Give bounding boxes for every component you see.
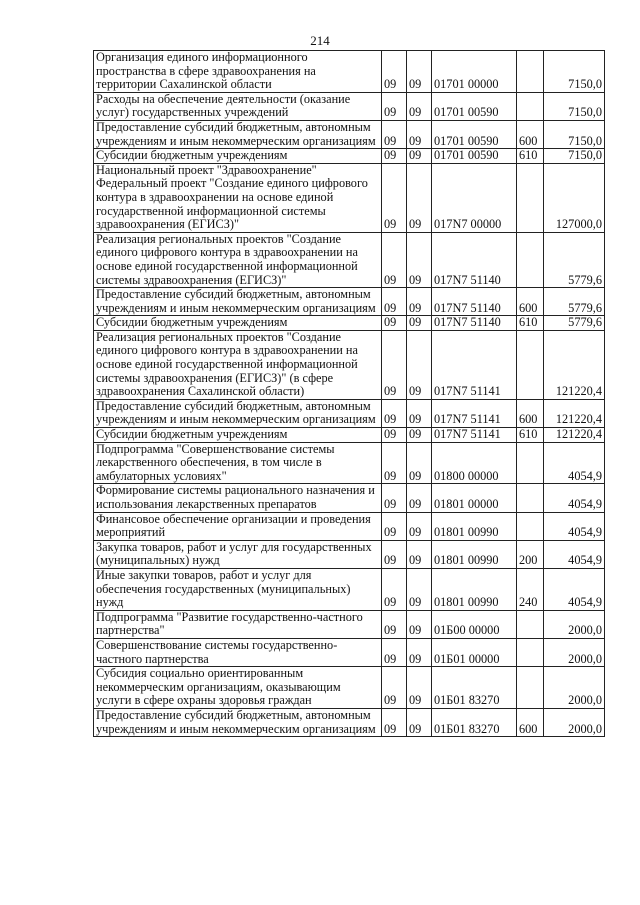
row-amount-cell: 2000,0 — [544, 610, 605, 638]
row-subsection-cell: 09 — [407, 484, 432, 512]
row-amount-cell: 4054,9 — [544, 512, 605, 540]
row-name-cell: Финансовое обеспечение организации и проведения мероприятий — [94, 512, 382, 540]
table-row — [94, 442, 605, 484]
row-amount-cell: 7150,0 — [544, 51, 605, 93]
row-amount-cell: 121220,4 — [544, 428, 605, 443]
row-amount-cell: 7150,0 — [544, 120, 605, 148]
row-name-cell: Реализация региональных проектов "Создание единого цифрового контура в здравоохранении на основе единой государственной информационной системы здравоохранения (ЕГИСЗ)" — [94, 232, 382, 287]
row-target-article-cell: 01701 00000 — [432, 51, 517, 93]
row-subsection-cell: 09 — [407, 442, 432, 484]
row-target-article-cell: 01Б00 00000 — [432, 610, 517, 638]
row-expense-type-cell: 600 — [517, 708, 544, 736]
row-target-article-cell: 017N7 51141 — [432, 428, 517, 443]
row-expense-type-cell — [517, 512, 544, 540]
row-amount-cell: 121220,4 — [544, 330, 605, 399]
table-row — [94, 288, 605, 316]
row-section-cell: 09 — [382, 51, 407, 93]
row-section-cell: 09 — [382, 428, 407, 443]
table-row — [94, 399, 605, 427]
row-target-article-cell: 017N7 51140 — [432, 232, 517, 287]
row-name-cell: Подпрограмма "Совершенствование системы лекарственного обеспечения, в том числе в амбулаторных условиях" — [94, 442, 382, 484]
row-expense-type-cell: 610 — [517, 149, 544, 164]
row-name-cell: Предоставление субсидий бюджетным, автономным учреждениям и иным некоммерческим организациям — [94, 288, 382, 316]
table-row — [94, 232, 605, 287]
row-name-cell: Реализация региональных проектов "Создание единого цифрового контура в здравоохранении на основе единой государственной информационной системы здравоохранения (ЕГИСЗ)" (в сфере здравоохранения Сахалинской области) — [94, 330, 382, 399]
row-name-cell: Субсидия социально ориентированным некоммерческим организациям, оказывающим услуги в сфере охраны здоровья граждан — [94, 667, 382, 709]
row-subsection-cell: 09 — [407, 610, 432, 638]
row-expense-type-cell: 610 — [517, 428, 544, 443]
table-row — [94, 568, 605, 610]
row-subsection-cell: 09 — [407, 540, 432, 568]
row-amount-cell: 127000,0 — [544, 163, 605, 232]
row-expense-type-cell: 600 — [517, 399, 544, 427]
table-row — [94, 540, 605, 568]
row-expense-type-cell: 600 — [517, 120, 544, 148]
row-subsection-cell: 09 — [407, 232, 432, 287]
table-row — [94, 484, 605, 512]
row-subsection-cell: 09 — [407, 428, 432, 443]
table-row — [94, 92, 605, 120]
row-target-article-cell: 01701 00590 — [432, 149, 517, 164]
row-section-cell: 09 — [382, 708, 407, 736]
row-name-cell: Совершенствование системы государственно-частного партнерства — [94, 638, 382, 666]
row-amount-cell: 2000,0 — [544, 667, 605, 709]
row-name-cell: Субсидии бюджетным учреждениям — [94, 316, 382, 331]
row-section-cell: 09 — [382, 399, 407, 427]
row-subsection-cell: 09 — [407, 708, 432, 736]
row-expense-type-cell — [517, 330, 544, 399]
row-amount-cell: 4054,9 — [544, 442, 605, 484]
row-expense-type-cell: 610 — [517, 316, 544, 331]
row-section-cell: 09 — [382, 638, 407, 666]
row-subsection-cell: 09 — [407, 638, 432, 666]
row-target-article-cell: 01801 00000 — [432, 484, 517, 512]
row-target-article-cell: 01701 00590 — [432, 92, 517, 120]
row-name-cell: Организация единого информационного пространства в сфере здравоохранения на территории Сахалинской области — [94, 51, 382, 93]
row-amount-cell: 121220,4 — [544, 399, 605, 427]
table-row — [94, 120, 605, 148]
row-target-article-cell: 01Б01 83270 — [432, 708, 517, 736]
row-expense-type-cell: 240 — [517, 568, 544, 610]
row-name-cell: Предоставление субсидий бюджетным, автономным учреждениям и иным некоммерческим организациям — [94, 399, 382, 427]
table-row — [94, 667, 605, 709]
row-section-cell: 09 — [382, 442, 407, 484]
row-section-cell: 09 — [382, 512, 407, 540]
row-target-article-cell: 01801 00990 — [432, 540, 517, 568]
row-name-cell: Национальный проект "Здравоохранение" Федеральный проект "Создание единого цифрового контура в здравоохранении на основе единой государственной информационной системы здравоохранения (ЕГИСЗ)" — [94, 163, 382, 232]
row-subsection-cell: 09 — [407, 163, 432, 232]
table-row — [94, 163, 605, 232]
row-subsection-cell: 09 — [407, 399, 432, 427]
row-section-cell: 09 — [382, 163, 407, 232]
row-section-cell: 09 — [382, 568, 407, 610]
row-name-cell: Предоставление субсидий бюджетным, автономным учреждениям и иным некоммерческим организациям — [94, 120, 382, 148]
budget-table-body — [94, 51, 605, 737]
row-name-cell: Формирование системы рационального назначения и использования лекарственных препаратов — [94, 484, 382, 512]
row-expense-type-cell: 600 — [517, 288, 544, 316]
row-subsection-cell: 09 — [407, 568, 432, 610]
row-amount-cell: 2000,0 — [544, 708, 605, 736]
row-name-cell: Расходы на обеспечение деятельности (оказание услуг) государственных учреждений — [94, 92, 382, 120]
row-subsection-cell: 09 — [407, 667, 432, 709]
table-row — [94, 149, 605, 164]
row-subsection-cell: 09 — [407, 120, 432, 148]
row-expense-type-cell — [517, 51, 544, 93]
budget-table — [93, 50, 605, 737]
row-amount-cell: 5779,6 — [544, 288, 605, 316]
table-row — [94, 316, 605, 331]
table-row — [94, 512, 605, 540]
row-section-cell: 09 — [382, 316, 407, 331]
row-section-cell: 09 — [382, 232, 407, 287]
table-row — [94, 428, 605, 443]
row-section-cell: 09 — [382, 667, 407, 709]
row-section-cell: 09 — [382, 288, 407, 316]
row-subsection-cell: 09 — [407, 316, 432, 331]
row-expense-type-cell — [517, 638, 544, 666]
row-name-cell: Подпрограмма "Развитие государственно-частного партнерства" — [94, 610, 382, 638]
table-row — [94, 51, 605, 93]
row-subsection-cell: 09 — [407, 512, 432, 540]
table-row — [94, 708, 605, 736]
row-target-article-cell: 017N7 51140 — [432, 288, 517, 316]
row-target-article-cell: 01800 00000 — [432, 442, 517, 484]
row-section-cell: 09 — [382, 120, 407, 148]
row-expense-type-cell — [517, 667, 544, 709]
row-section-cell: 09 — [382, 149, 407, 164]
row-amount-cell: 2000,0 — [544, 638, 605, 666]
row-expense-type-cell — [517, 484, 544, 512]
row-subsection-cell: 09 — [407, 330, 432, 399]
row-amount-cell: 4054,9 — [544, 540, 605, 568]
row-amount-cell: 5779,6 — [544, 316, 605, 331]
row-section-cell: 09 — [382, 330, 407, 399]
row-target-article-cell: 017N7 51141 — [432, 330, 517, 399]
row-name-cell: Иные закупки товаров, работ и услуг для обеспечения государственных (муниципальных) нужд — [94, 568, 382, 610]
row-name-cell: Субсидии бюджетным учреждениям — [94, 428, 382, 443]
row-expense-type-cell — [517, 232, 544, 287]
row-target-article-cell: 01801 00990 — [432, 568, 517, 610]
row-expense-type-cell — [517, 610, 544, 638]
row-section-cell: 09 — [382, 484, 407, 512]
page-number: 214 — [310, 33, 330, 48]
row-expense-type-cell — [517, 92, 544, 120]
row-expense-type-cell — [517, 163, 544, 232]
row-amount-cell: 5779,6 — [544, 232, 605, 287]
row-target-article-cell: 01801 00990 — [432, 512, 517, 540]
row-section-cell: 09 — [382, 540, 407, 568]
row-amount-cell: 7150,0 — [544, 92, 605, 120]
row-expense-type-cell — [517, 442, 544, 484]
row-target-article-cell: 01Б01 83270 — [432, 667, 517, 709]
row-amount-cell: 4054,9 — [544, 484, 605, 512]
row-name-cell: Субсидии бюджетным учреждениям — [94, 149, 382, 164]
row-amount-cell: 4054,9 — [544, 568, 605, 610]
row-name-cell: Предоставление субсидий бюджетным, автономным учреждениям и иным некоммерческим организациям — [94, 708, 382, 736]
row-expense-type-cell: 200 — [517, 540, 544, 568]
row-target-article-cell: 017N7 51141 — [432, 399, 517, 427]
row-target-article-cell: 017N7 00000 — [432, 163, 517, 232]
row-name-cell: Закупка товаров, работ и услуг для государственных (муниципальных) нужд — [94, 540, 382, 568]
table-row — [94, 330, 605, 399]
row-section-cell: 09 — [382, 610, 407, 638]
row-target-article-cell: 017N7 51140 — [432, 316, 517, 331]
row-subsection-cell: 09 — [407, 288, 432, 316]
row-target-article-cell: 01Б01 00000 — [432, 638, 517, 666]
row-amount-cell: 7150,0 — [544, 149, 605, 164]
row-subsection-cell: 09 — [407, 92, 432, 120]
row-subsection-cell: 09 — [407, 51, 432, 93]
row-section-cell: 09 — [382, 92, 407, 120]
table-row — [94, 610, 605, 638]
row-target-article-cell: 01701 00590 — [432, 120, 517, 148]
row-subsection-cell: 09 — [407, 149, 432, 164]
table-row — [94, 638, 605, 666]
